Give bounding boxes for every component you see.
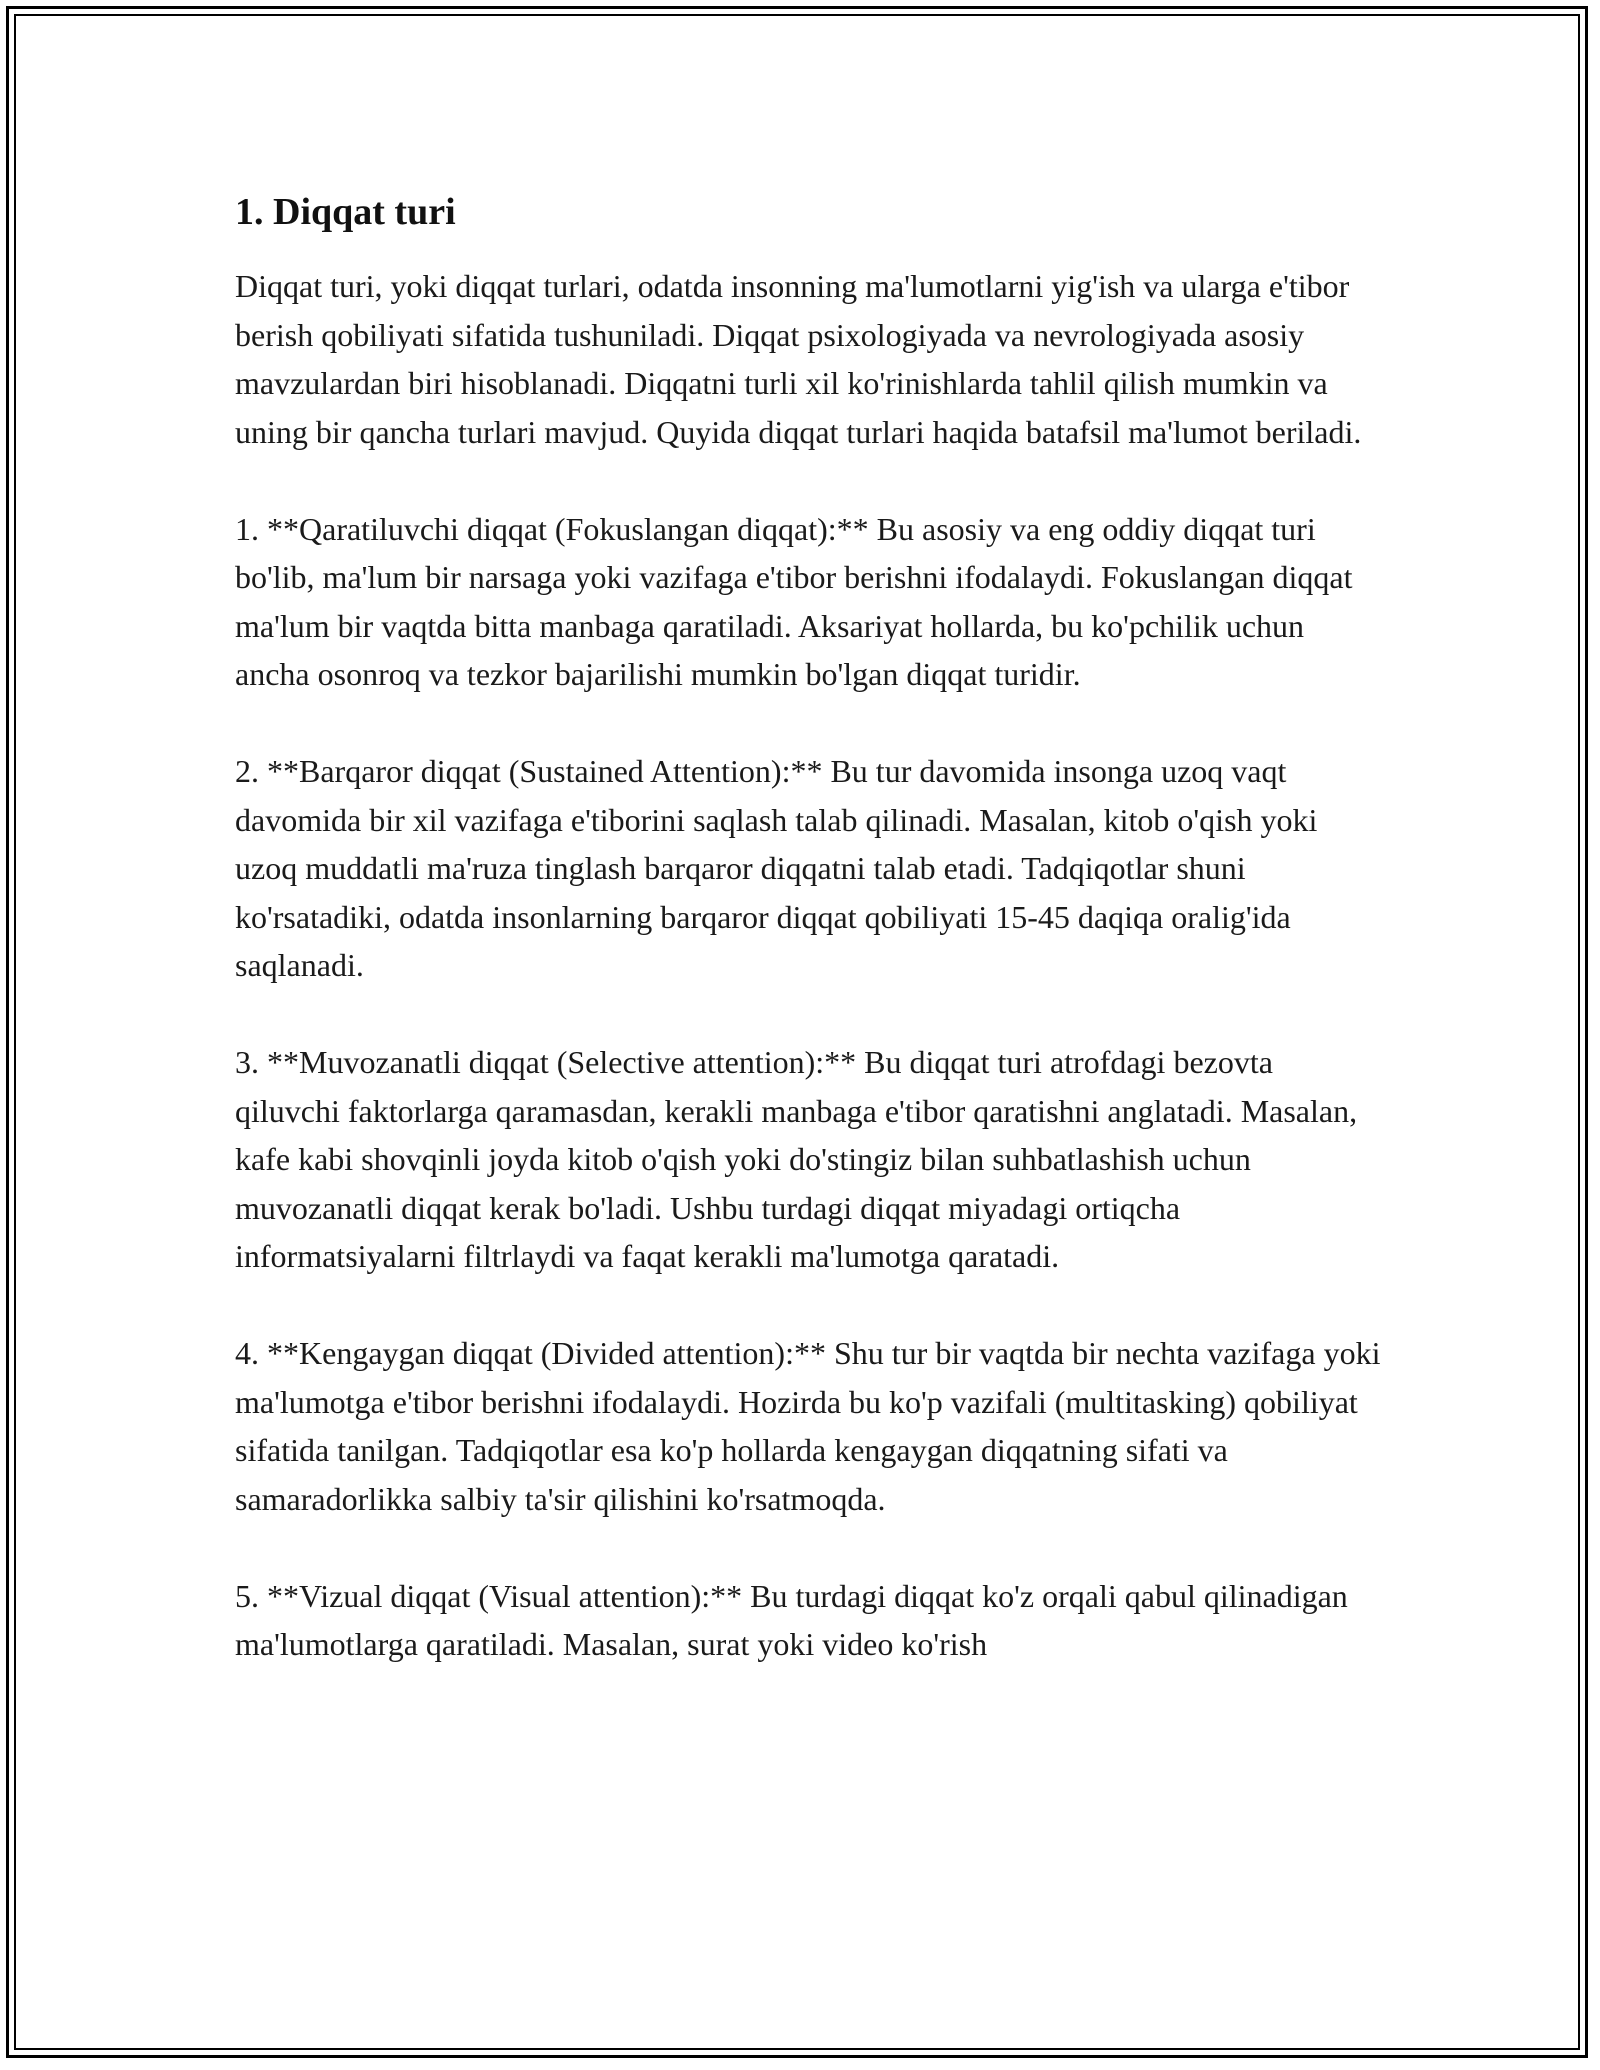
document-body — [235, 188, 1385, 1669]
section-heading: 1. Diqqat turi — [235, 191, 456, 233]
paragraph-sustained-attention: 2. **Barqaror diqqat (Sustained Attention):** Bu tur davomida insonga uzoq vaqt davomida bir xil vazifaga e'tiborini saqlash talab qilinadi. Masalan, kitob o'qish yoki uzoq muddatli ma'ruza tinglash barqaror diqqatni talab etadi. Tadqiqotlar shuni ko'rsatadiki, odatda insonlarning barqaror diqqat qobiliyati 15-45 daqiqa oralig'ida saqlanadi. — [235, 753, 1318, 983]
paragraph-divided-attention: 4. **Kengaygan diqqat (Divided attention):** Shu tur bir vaqtda bir nechta vazifaga yoki ma'lumotga e'tibor berishni ifodalaydi. Hozirda bu ko'p vazifali (multitasking) qobiliyat sifatida tanilgan. Tadqiqotlar esa ko'p hollarda kengaygan diqqatning sifati va samaradorlikka salbiy ta'sir qilishini ko'rsatmoqda. — [235, 1335, 1381, 1517]
paragraph-visual-attention: 5. **Vizual diqqat (Visual attention):** Bu turdagi diqqat ko'z orqali qabul qilinadigan ma'lumotlarga qaratiladi. Masalan, surat yoki video ko'rish — [235, 1577, 1348, 1662]
paragraph-selective-attention: 3. **Muvozanatli diqqat (Selective attention):** Bu diqqat turi atrofdagi bezovta qiluvchi faktorlarga qaramasdan, kerakli manbaga e'tibor qaratishni anglatadi. Masalan, kafe kabi shovqinli joyda kitob o'qish yoki do'stingiz bilan suhbatlashish uchun muvozanatli diqqat kerak bo'ladi. Ushbu turdagi diqqat miyadagi ortiqcha informatsiyalarni filtrlaydi va faqat kerakli ma'lumotga qaratadi. — [235, 1044, 1358, 1274]
intro-paragraph: Diqqat turi, yoki diqqat turlari, odatda insonning ma'lumotlarni yig'ish va ularga e'tibor berish qobiliyati sifatida tushuniladi. Diqqat psixologiyada va nevrologiyada asosiy mavzulardan biri hisoblanadi. Diqqatni turli xil ko'rinishlarda tahlil qilish mumkin va uning bir qancha turlari mavjud. Quyida diqqat turlari haqida batafsil ma'lumot beriladi. — [235, 268, 1362, 450]
paragraph-focused-attention: 1. **Qaratiluvchi diqqat (Fokuslangan diqqat):** Bu asosiy va eng oddiy diqqat turi bo'lib, ma'lum bir narsaga yoki vazifaga e'tibor berishni ifodalaydi. Fokuslangan diqqat ma'lum bir vaqtda bitta manbaga qaratiladi. Aksariyat hollarda, bu ko'pchilik uchun ancha osonroq va tezkor bajarilishi mumkin bo'lgan diqqat turidir. — [235, 510, 1353, 692]
